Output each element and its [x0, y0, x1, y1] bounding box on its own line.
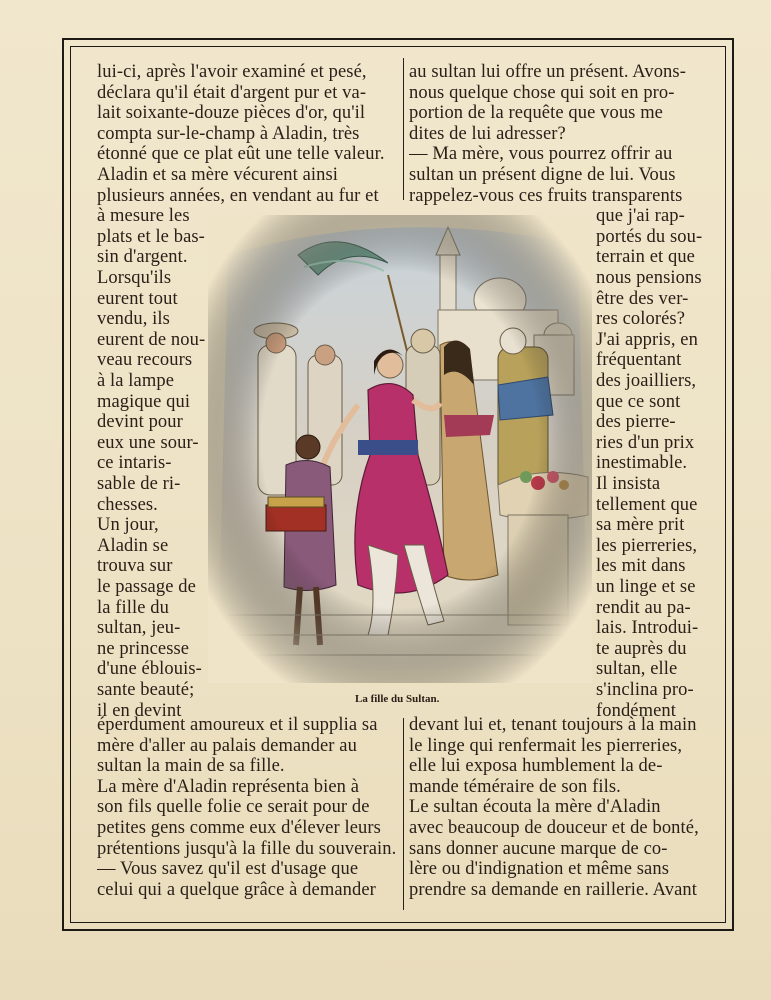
text-line: étonné que ce plat eût une telle valeur.	[97, 144, 385, 165]
text-line: prétentions jusqu'à la fille du souverain.	[97, 838, 397, 859]
text-line: La mère d'Aladin représenta bien à	[97, 776, 360, 797]
text-line: eurent de nou-	[97, 329, 206, 350]
text-line: nous quelque chose qui soit en pro-	[409, 82, 675, 103]
text-line: déclara qu'il était d'argent pur et va-	[97, 82, 367, 103]
text-line: rendit au pa-	[596, 597, 691, 618]
text-line: compta sur-le-champ à Aladin, très	[97, 123, 360, 144]
text-line: un linge et se	[596, 577, 696, 597]
text-line: la fille du	[97, 597, 169, 618]
text-line: portés du sou-	[596, 226, 703, 247]
text-line: que ce sont	[596, 391, 681, 412]
text-line: les pierreries,	[596, 535, 698, 556]
text-line: mère d'aller au palais demander au	[97, 735, 357, 756]
text-line: eux une sour-	[97, 432, 199, 453]
text-line: les mit dans	[596, 556, 686, 577]
text-line: eurent tout	[97, 288, 178, 309]
text-line: — Vous savez qu'il est d'usage que	[97, 859, 359, 880]
text-line: des joailliers,	[596, 371, 697, 391]
text-line: à mesure les	[97, 206, 190, 227]
illustration-caption: La fille du Sultan.	[355, 693, 440, 705]
text-line: plusieurs années, en vendant au fur et	[97, 185, 379, 206]
text-line: sante beauté;	[97, 680, 195, 700]
text-line: d'une éblouis-	[97, 659, 202, 680]
text-line: au sultan lui offre un présent. Avons-	[409, 62, 686, 82]
text-line: rappelez-vous ces fruits transparents	[409, 185, 683, 206]
text-line: portion de la requête que vous me	[409, 103, 663, 124]
text-line: nous pensions	[596, 268, 702, 288]
text-line: fondément	[596, 700, 677, 721]
text-line: J'ai appris, en	[596, 329, 698, 350]
text-line: — Ma mère, vous pourrez offrir au	[409, 144, 673, 165]
text-line: trouva sur	[97, 556, 173, 577]
text-line: fréquentant	[596, 350, 682, 371]
column-rule-top	[403, 58, 404, 200]
text-line: avec beaucoup de douceur et de bonté,	[409, 818, 699, 838]
text-line: terrain et que	[596, 247, 695, 268]
text-line: tellement que	[596, 494, 698, 515]
text-line: Le sultan écouta la mère d'Aladin	[409, 797, 661, 818]
text-line: sultan, jeu-	[97, 618, 181, 639]
text-line: celui qui a quelque grâce à demander	[97, 879, 376, 900]
text-line: lère ou d'indignation et même sans	[409, 859, 670, 880]
text-line: son fils quelle folie ce serait pour de	[97, 797, 370, 818]
text-line: le passage de	[97, 577, 196, 597]
text-line: res colorés?	[596, 309, 686, 330]
text-line: être des ver-	[596, 288, 689, 309]
text-line: Un jour,	[97, 515, 159, 536]
text-line: Aladin se	[97, 535, 169, 556]
text-line: éperdument amoureux et il supplia sa	[97, 715, 378, 735]
text-line: te auprès du	[596, 638, 687, 659]
text-line: sultan la main de sa fille.	[97, 756, 285, 777]
text-line: elle lui exposa humblement la de-	[409, 756, 663, 777]
text-line: ne princesse	[97, 638, 190, 659]
text-line: petites gens comme eux d'élever leurs	[97, 818, 381, 838]
text-line: sa mère prit	[596, 515, 685, 536]
text-line: ries d'un prix	[596, 432, 695, 453]
text-line: ce intaris-	[97, 453, 172, 474]
text-line: sultan un présent digne de lui. Vous	[409, 165, 676, 185]
text-line: s'inclina pro-	[596, 680, 694, 700]
text-line: mande téméraire de son fils.	[409, 776, 621, 797]
text-line: le linge qui renfermait les pierreries,	[409, 735, 683, 756]
text-line: sultan, elle	[596, 659, 678, 680]
text-line: lait soixante-douze pièces d'or, qu'il	[97, 103, 366, 124]
text-line: chesses.	[97, 494, 158, 515]
text-line: Lorsqu'ils	[97, 268, 172, 288]
text-line: Aladin et sa mère vécurent ainsi	[97, 165, 339, 185]
illustration-princess	[208, 215, 592, 683]
text-line: veau recours	[97, 350, 193, 371]
text-line: devint pour	[97, 412, 183, 433]
vignette	[208, 215, 592, 683]
text-line: magique qui	[97, 391, 191, 412]
text-line: que j'ai rap-	[596, 206, 685, 227]
text-line: plats et le bas-	[97, 226, 205, 247]
text-line: devant lui et, tenant toujours à la main	[409, 715, 697, 735]
text-line: des pierre-	[596, 412, 676, 433]
text-line: sable de ri-	[97, 474, 181, 494]
text-line: lais. Introdui-	[596, 618, 699, 639]
text-line: vendu, ils	[97, 309, 170, 330]
text-line: dites de lui adresser?	[409, 123, 566, 144]
text-line: inestimable.	[596, 453, 688, 474]
text-line: Il insista	[596, 474, 661, 494]
text-line: à la lampe	[97, 371, 175, 391]
text-line: sans donner aucune marque de co-	[409, 838, 668, 859]
text-line: sin d'argent.	[97, 247, 188, 268]
column-rule-bottom	[403, 718, 404, 910]
text-line: il en devint	[97, 700, 182, 721]
text-line: prendre sa demande en raillerie. Avant	[409, 879, 698, 900]
text-line: lui-ci, après l'avoir examiné et pesé,	[97, 62, 367, 82]
